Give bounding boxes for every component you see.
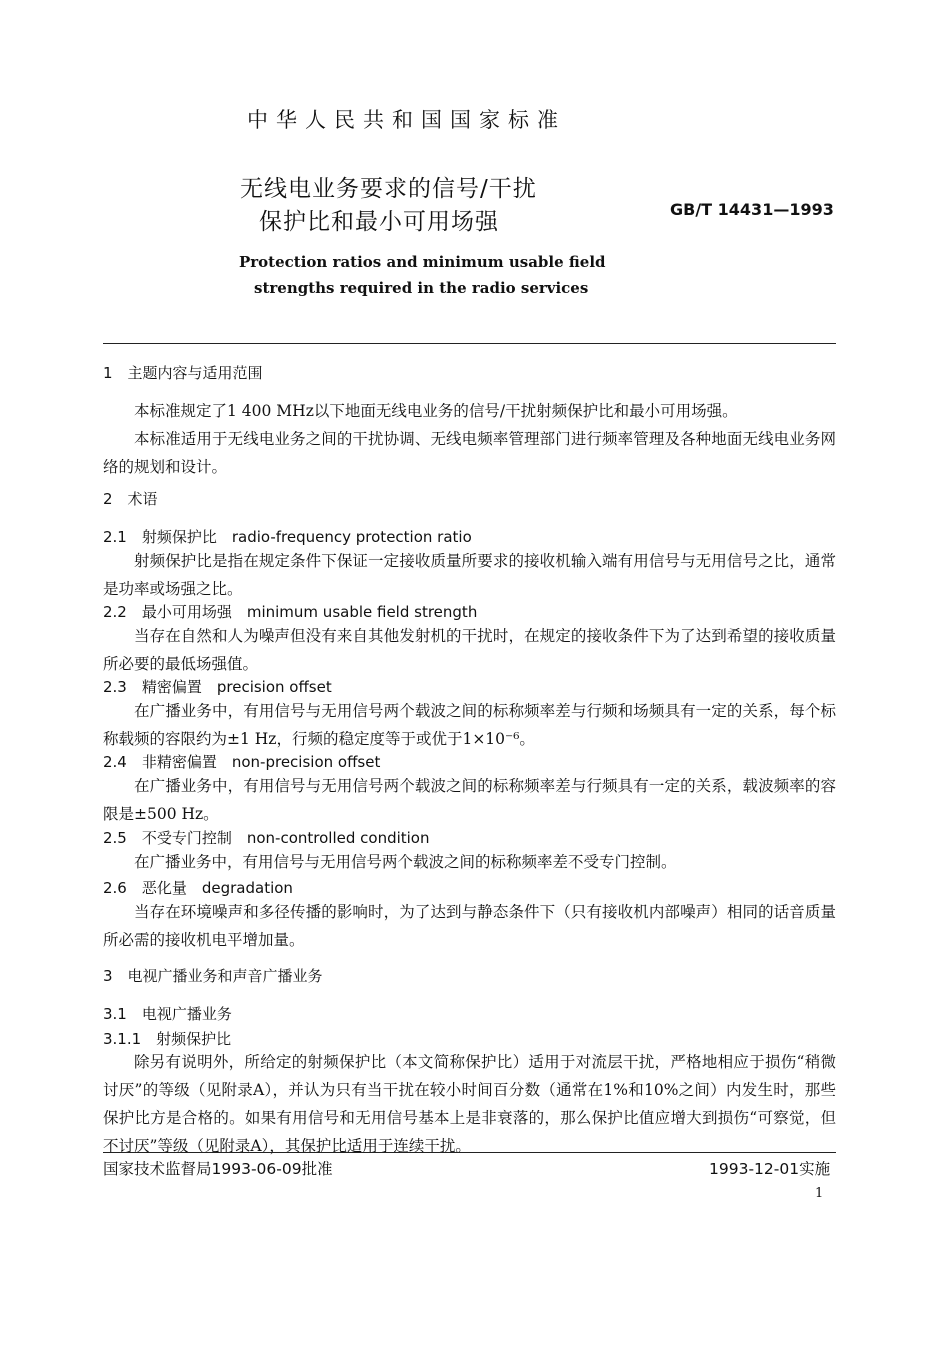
section-3-1-1-heading: 3.1.1 射频保护比 [103, 1030, 232, 1048]
title-en-line2: strengths required in the radio services [254, 279, 589, 297]
section-2-2-paragraph: 当存在自然和人为噪声但没有来自其他发射机的干扰时，在规定的接收条件下为了达到希望的接收质量所必要的最低场强值。 [103, 627, 836, 673]
section-2-1-heading: 2.1 射频保护比 radio-frequency protection ratio [103, 528, 472, 546]
title-cn-line2: 保护比和最小可用场强 [259, 209, 499, 235]
section-2-4-paragraph: 在广播业务中，有用信号与无用信号两个载波之间的标称频率差与行频具有一定的关系，载波频率的容限是±500 Hz。 [103, 777, 836, 823]
section-1-paragraph-2: 本标准适用于无线电业务之间的干扰协调、无线电频率管理部门进行频率管理及各种地面无线电业务网络的规划和设计。 [103, 430, 836, 476]
section-2-6-heading: 2.6 恶化量 degradation [103, 879, 293, 897]
section-1-paragraph-1: 本标准规定了1 400 MHz以下地面无线电业务的信号/干扰射频保护比和最小可用场强。 [134, 402, 738, 420]
section-2-6-paragraph: 当存在环境噪声和多径传播的影响时，为了达到与静态条件下（只有接收机内部噪声）相同的话音质量所必需的接收机电平增加量。 [103, 903, 836, 949]
approval-date: 国家技术监督局1993-06-09批准 [103, 1160, 333, 1178]
section-2-5-paragraph: 在广播业务中，有用信号与无用信号两个载波之间的标称频率差不受专门控制。 [134, 853, 677, 871]
section-2-2-heading: 2.2 最小可用场强 minimum usable field strength [103, 603, 478, 621]
bottom-rule [103, 1152, 836, 1153]
section-2-3-heading: 2.3 精密偏置 precision offset [103, 678, 332, 696]
section-3-1-1-paragraph: 除另有说明外，所给定的射频保护比（本文简称保护比）适用于对流层干扰，严格地相应于损伤“稍微讨厌”的等级（见附录A），并认为只有当干扰在较小时间百分数（通常在1%和10%之间）内发生时，那些保护比方是合格的。如果有用信号和无用信号基本上是非衰落的，那么保护比值应增大到损伤“可察觉，但不讨厌”等级（见附录A），其保护比适用于连续干扰。 [103, 1053, 836, 1155]
implementation-date: 1993-12-01实施 [709, 1160, 831, 1178]
section-2-4-heading: 2.4 非精密偏置 non-precision offset [103, 753, 381, 771]
national-standard-header: 中华人民共和国国家标准 [247, 108, 566, 132]
title-cn-line1: 无线电业务要求的信号/干扰 [240, 176, 537, 202]
section-2-3-paragraph: 在广播业务中，有用信号与无用信号两个载波之间的标称频率差与行频和场频具有一定的关系，每个标称载频的容限约为±1 Hz，行频的稳定度等于或优于1×10⁻⁶。 [103, 702, 836, 748]
section-2-1-paragraph: 射频保护比是指在规定条件下保证一定接收质量所要求的接收机输入端有用信号与无用信号之比，通常是功率或场强之比。 [103, 552, 836, 598]
section-3-1-heading: 3.1 电视广播业务 [103, 1005, 232, 1023]
section-1-heading: 1 主题内容与适用范围 [103, 364, 263, 382]
section-2-heading: 2 术语 [103, 490, 158, 508]
standard-number: GB/T 14431—1993 [670, 200, 834, 219]
section-3-heading: 3 电视广播业务和声音广播业务 [103, 967, 323, 985]
page-number: 1 [815, 1186, 824, 1201]
title-en-line1: Protection ratios and minimum usable field [239, 253, 606, 271]
top-rule [103, 343, 836, 344]
section-2-5-heading: 2.5 不受专门控制 non-controlled condition [103, 829, 430, 847]
